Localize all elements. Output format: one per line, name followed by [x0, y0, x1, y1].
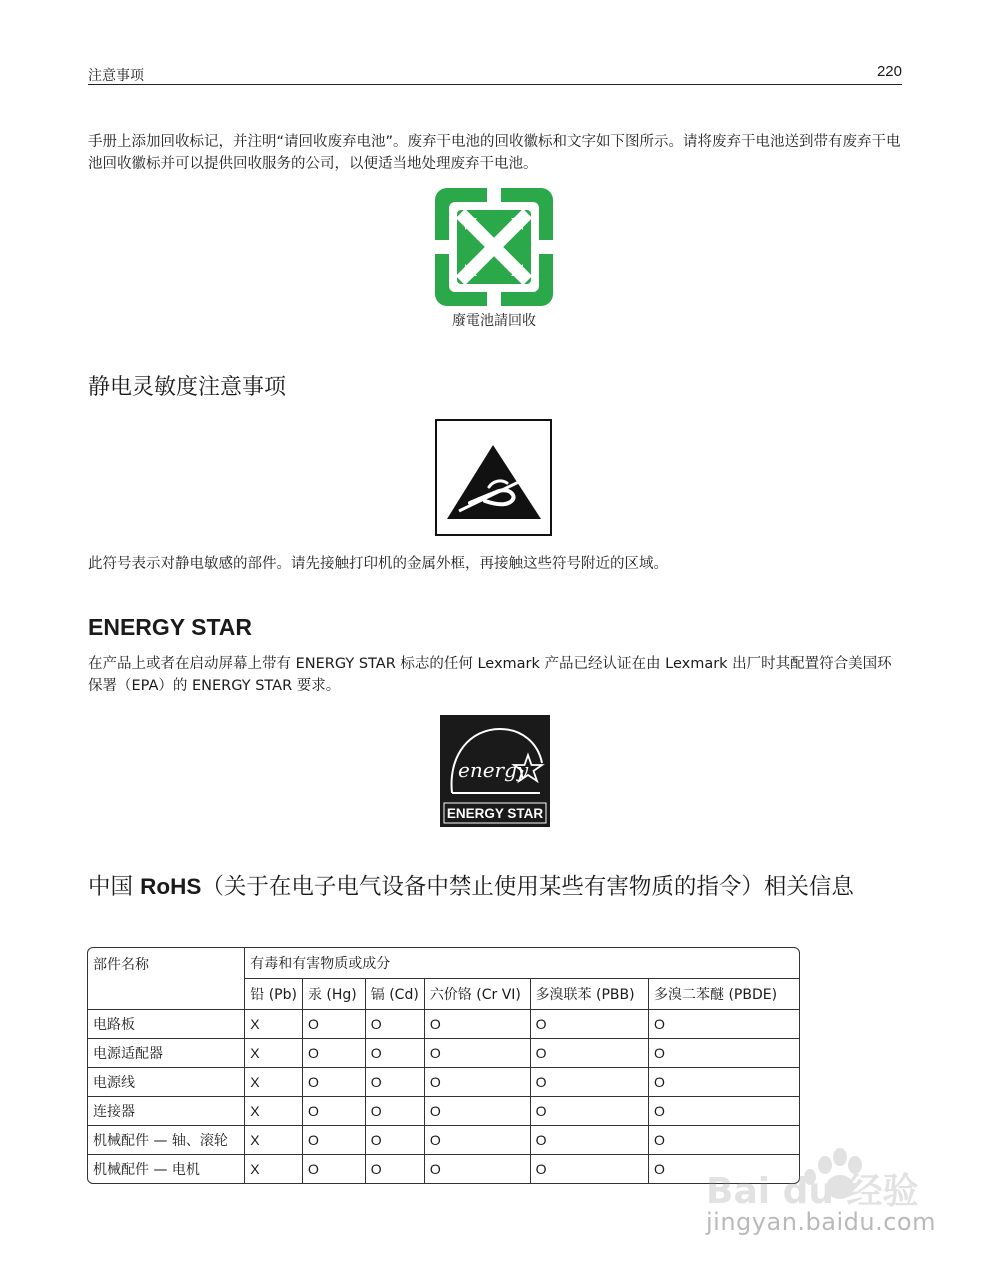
table-cell: O	[303, 1097, 366, 1126]
rohs-heading-suffix: （关于在电子电气设备中禁止使用某些有害物质的指令）相关信息	[201, 874, 854, 900]
table-row	[88, 1068, 799, 1097]
section-title: 注意事项	[88, 68, 144, 84]
part-name: 电源线	[88, 1068, 245, 1097]
table-cell: O	[366, 1039, 425, 1068]
table-cell: O	[303, 1010, 366, 1039]
table-row	[88, 1010, 799, 1039]
column-header: 镉 (Cd)	[366, 979, 425, 1010]
table-cell: X	[245, 1068, 303, 1097]
column-header: 多溴二苯醚 (PBDE)	[649, 979, 799, 1010]
table-row	[88, 1097, 799, 1126]
rohs-heading	[88, 868, 918, 906]
part-name: 机械配件 — 轴、滚轮	[88, 1126, 245, 1155]
table-cell: O	[531, 1126, 649, 1155]
table-cell: O	[649, 1097, 799, 1126]
table-cell: O	[531, 1068, 649, 1097]
table-cell: O	[531, 1010, 649, 1039]
table-cell: O	[303, 1155, 366, 1183]
substances-header: 有毒和有害物质或成分	[245, 948, 799, 979]
table-cell: O	[366, 1155, 425, 1183]
table-cell: X	[245, 1126, 303, 1155]
table-cell: O	[649, 1126, 799, 1155]
battery-recycle-caption: 廢電池請回收	[452, 313, 536, 329]
table-row	[88, 1126, 799, 1155]
table-cell: O	[303, 1126, 366, 1155]
column-header: 六价铬 (Cr VI)	[425, 979, 531, 1010]
column-header: 铅 (Pb)	[245, 979, 303, 1010]
table-cell: O	[425, 1155, 531, 1183]
esd-warning-icon	[437, 421, 550, 534]
column-header: 汞 (Hg)	[303, 979, 366, 1010]
table-cell: X	[245, 1039, 303, 1068]
battery-recycling-paragraph: 手册上添加回收标记，并注明“请回收废弃电池”。废弃干电池的回收徽标和文字如下图所示。请将废弃干电池送到带有废弃干电池回收徽标并可以提供回收服务的公司，以便适当地处理废弃干电池。	[88, 134, 901, 172]
table-cell: X	[245, 1010, 303, 1039]
table-cell: O	[654, 1161, 665, 1177]
rohs-substance-table	[87, 947, 800, 1184]
esd-heading: 静电灵敏度注意事项	[88, 375, 287, 400]
energy-star-logo	[440, 715, 550, 827]
table-cell: O	[425, 1039, 531, 1068]
table-cell: O	[366, 1097, 425, 1126]
table-cell: O	[425, 1068, 531, 1097]
table-cell: O	[425, 1097, 531, 1126]
table-cell: O	[531, 1039, 649, 1068]
page-number: 220	[876, 63, 902, 80]
table-header-row	[88, 948, 799, 979]
esd-symbol-frame	[435, 419, 552, 536]
part-name: 电路板	[88, 1010, 245, 1039]
table-cell: X	[245, 1155, 303, 1183]
table-cell: O	[649, 1010, 799, 1039]
table-cell: O	[303, 1039, 366, 1068]
esd-paragraph: 此符号表示对静电敏感的部件。请先接触打印机的金属外框，再接触这些符号附近的区域。	[88, 556, 668, 572]
watermark-url: jingyan.baidu.com	[706, 1208, 936, 1236]
energy-script-text: energy	[458, 758, 529, 782]
table-cell: O	[649, 1068, 799, 1097]
rohs-heading-prefix: 中国	[88, 874, 141, 900]
table-cell: O	[303, 1068, 366, 1097]
table-cell: O	[425, 1010, 531, 1039]
table-cell: O	[531, 1097, 649, 1126]
part-name: 连接器	[88, 1097, 245, 1126]
page-header	[88, 62, 902, 85]
table-row	[88, 1039, 799, 1068]
part-name: 电源适配器	[88, 1039, 245, 1068]
part-name: 机械配件 — 电机	[88, 1155, 245, 1183]
table-cell: O	[531, 1155, 649, 1183]
table-cell: O	[425, 1126, 531, 1155]
energy-star-paragraph: 在产品上或者在启动屏幕上带有 ENERGY STAR 标志的任何 Lexmark 产品已经认证在由 Lexmark 出厂时其配置符合美国环保署（EPA）的 ENERGY STAR 要求。	[88, 656, 892, 694]
battery-recycle-icon	[435, 188, 553, 306]
table-cell: O	[366, 1010, 425, 1039]
table-cell: O	[649, 1039, 799, 1068]
rohs-heading-bold: RoHS	[140, 874, 202, 899]
column-header: 多溴联苯 (PBB)	[531, 979, 649, 1010]
table-row	[88, 1155, 799, 1183]
table-cell: X	[245, 1097, 303, 1126]
energy-star-heading: ENERGY STAR	[88, 614, 253, 640]
energy-star-label: ENERGY STAR	[446, 806, 544, 821]
table-cell: O	[366, 1068, 425, 1097]
table-cell: O	[366, 1126, 425, 1155]
watermark-brand: Bai du 经验	[706, 1171, 919, 1212]
part-name-header: 部件名称	[88, 948, 245, 1010]
